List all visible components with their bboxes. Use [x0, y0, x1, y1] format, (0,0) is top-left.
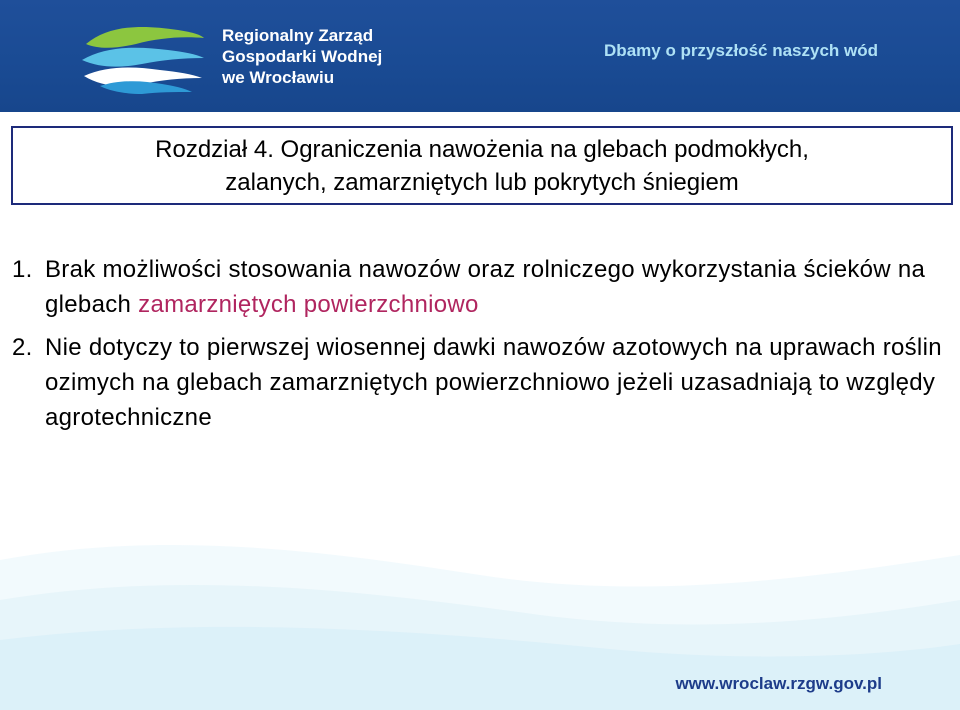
chapter-title-line-2: zalanych, zamarzniętych lub pokrytych śniegiem [225, 169, 739, 196]
slogan: Dbamy o przyszłość naszych wód [604, 41, 878, 60]
org-name [222, 25, 382, 88]
website-url: www.wroclaw.rzgw.gov.pl [675, 674, 882, 693]
item-number: 1. [12, 256, 33, 283]
list-item [12, 330, 942, 435]
chapter-title [11, 126, 953, 205]
content-list [12, 252, 942, 443]
list-item [12, 252, 942, 322]
item-highlight-text: zamarzniętych powierzchniowo [138, 291, 479, 318]
header-banner [0, 0, 960, 112]
chapter-title-line-1: Rozdział 4. Ograniczenia nawożenia na glebach podmokłych, [155, 136, 809, 163]
org-name-line-1: Regionalny Zarząd [222, 26, 374, 45]
item-number: 2. [12, 334, 33, 361]
org-name-line-2: Gospodarki Wodnej [222, 47, 383, 66]
item-text: Brak możliwości stosowania nawozów oraz rolniczego wykorzystania ścieków na glebach [45, 256, 926, 318]
org-name-line-3: we Wrocławiu [222, 68, 335, 87]
rzgw-logo-icon [78, 20, 206, 94]
item-text: Nie dotyczy to pierwszej wiosennej dawki nawozów azotowych na uprawach roślin ozimych na glebach zamarzniętych powierzchniowo jeżeli uzasadniają to względy agrotechniczne [45, 334, 942, 431]
